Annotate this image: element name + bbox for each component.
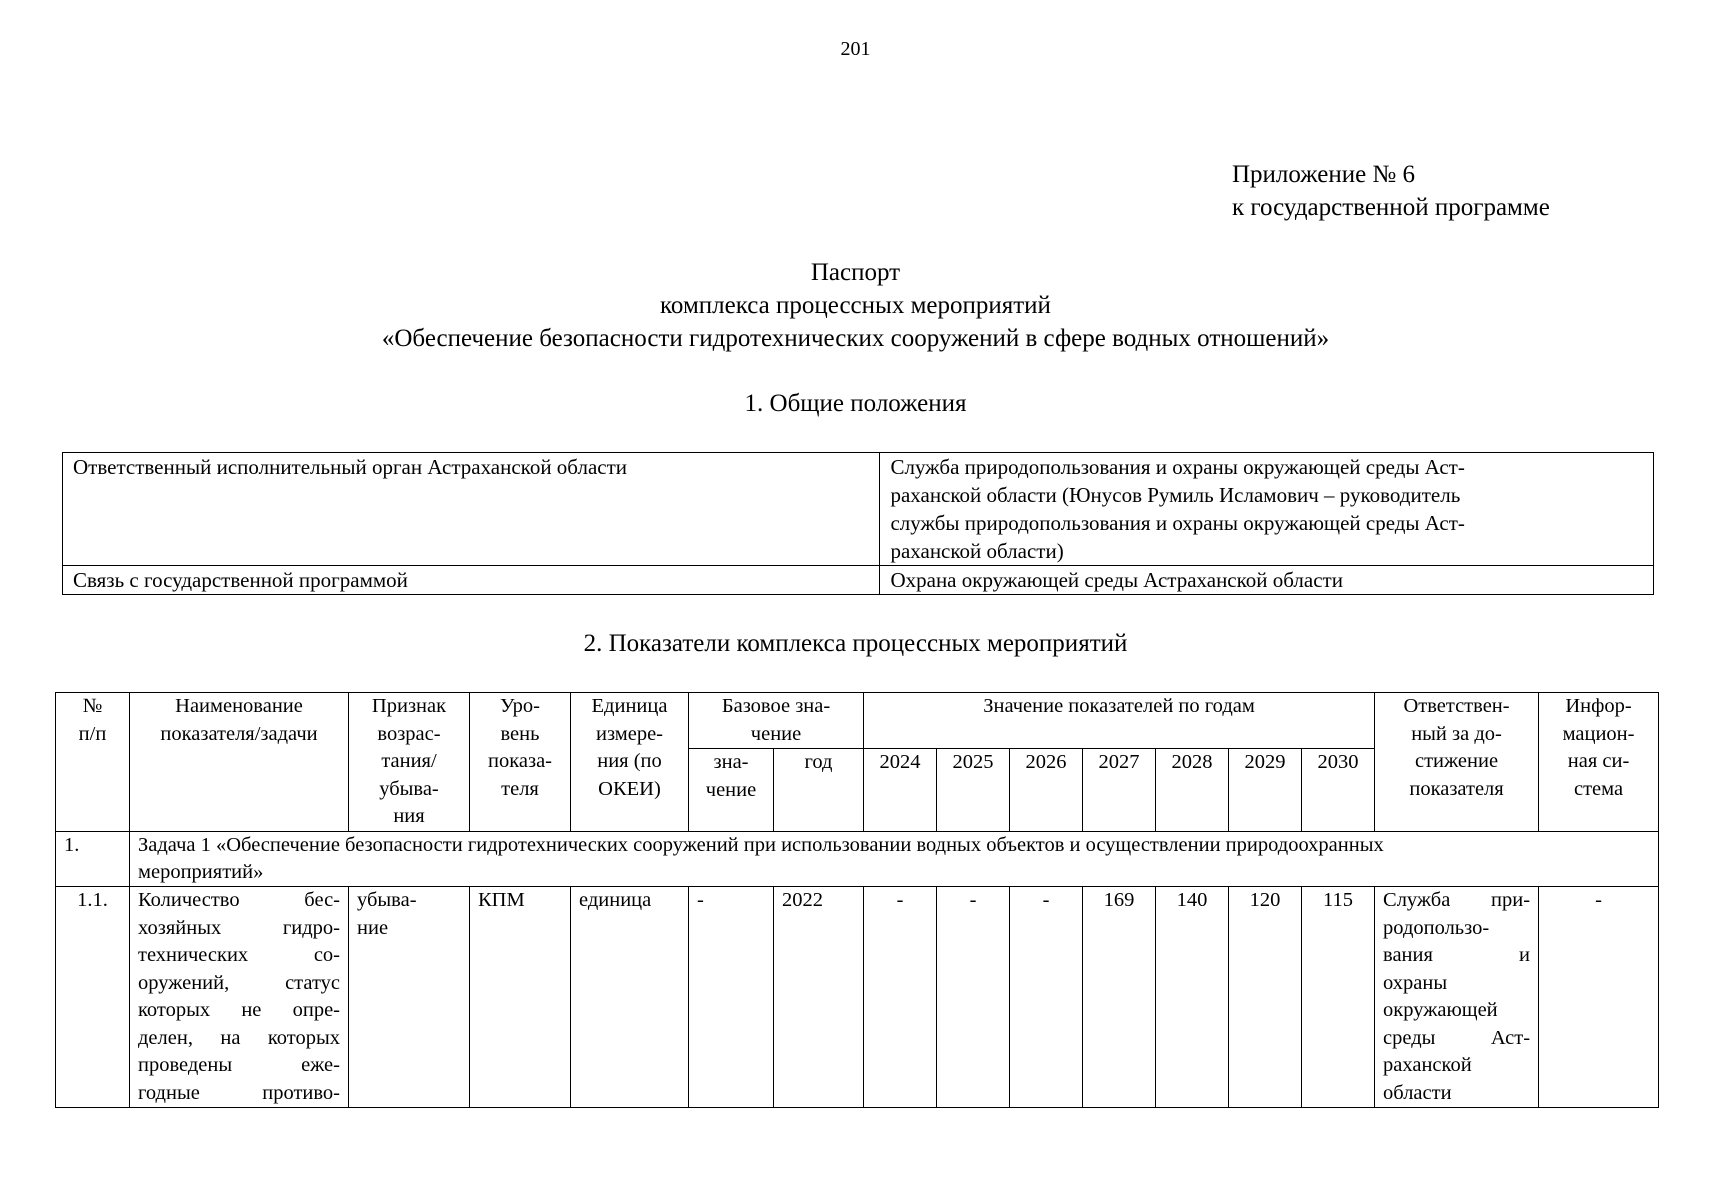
title-line: Паспорт bbox=[810, 259, 901, 286]
header-base-value bbox=[689, 749, 774, 832]
header-trend bbox=[349, 693, 470, 832]
trend-cell bbox=[349, 887, 470, 1108]
appendix-caption bbox=[1232, 158, 1550, 224]
task-num: 1. bbox=[56, 832, 130, 887]
text-line: вания и bbox=[1383, 944, 1531, 966]
header-line: Единица bbox=[591, 695, 668, 717]
year-value-cell: - bbox=[864, 887, 937, 1108]
text-line: охраны bbox=[1383, 971, 1448, 994]
header-line: показа- bbox=[488, 750, 552, 772]
header-line: Базовое зна- bbox=[721, 695, 831, 717]
text-line: окружающей bbox=[1383, 999, 1498, 1021]
text-line: среды Аст- bbox=[1383, 1026, 1531, 1049]
text-line: Служба природопользования и охраны окружающей среды Аст- bbox=[890, 455, 1465, 479]
header-row bbox=[56, 693, 1659, 749]
base-value-cell: - bbox=[689, 887, 774, 1108]
indicator-name bbox=[130, 887, 349, 1108]
header-line: мацион- bbox=[1562, 722, 1635, 745]
info-system-cell: - bbox=[1539, 887, 1659, 1108]
text-line: родопользо- bbox=[1383, 916, 1490, 939]
title-line: «Обеспечение безопасности гидротехнических сооружений в сфере водных отношений» bbox=[381, 325, 1330, 352]
table-row bbox=[63, 453, 1654, 566]
header-line: ная си- bbox=[1567, 750, 1630, 772]
header-line: ный за до- bbox=[1411, 722, 1502, 745]
text-line: мероприятий» bbox=[138, 861, 264, 883]
text-line: службы природопользования и охраны окружающей среды Аст- bbox=[890, 511, 1465, 535]
year-value-cell: - bbox=[1010, 887, 1083, 1108]
header-line: измере- bbox=[595, 722, 664, 745]
text-line: раханской области (Юнусов Румиль Исламович – руководитель bbox=[890, 483, 1461, 507]
year-value-cell: 115 bbox=[1302, 887, 1375, 1108]
header-line: Инфор- bbox=[1565, 695, 1632, 717]
indicators-table bbox=[55, 692, 1659, 1108]
header-line: зна- bbox=[713, 751, 749, 773]
section-heading-indicators: 2. Показатели комплекса процессных мероприятий bbox=[583, 630, 1128, 657]
year-value-cell: - bbox=[937, 887, 1010, 1108]
header-line: чение bbox=[750, 722, 802, 745]
header-line: показателя/задачи bbox=[160, 722, 318, 745]
header-level bbox=[470, 693, 571, 832]
text-line: убыва- bbox=[357, 889, 417, 911]
header-line: Уро- bbox=[499, 695, 541, 717]
section-heading-general: 1. Общие положения bbox=[744, 390, 967, 417]
table-row bbox=[63, 566, 1654, 595]
header-line: Признак bbox=[371, 695, 447, 717]
year-value-cell: 169 bbox=[1083, 887, 1156, 1108]
header-line: Наименование bbox=[175, 695, 303, 717]
document-title bbox=[0, 256, 1711, 355]
header-responsible bbox=[1375, 693, 1539, 832]
header-line: показателя bbox=[1409, 777, 1504, 800]
text-line: Задача 1 «Обеспечение безопасности гидротехнических сооружений при использовании водных объектов и осуществлении природоохранных bbox=[138, 834, 1384, 856]
header-line: чение bbox=[705, 778, 757, 801]
page-number: 201 bbox=[840, 38, 871, 60]
header-year: 2026 bbox=[1010, 749, 1083, 832]
header-year: 2025 bbox=[937, 749, 1010, 832]
header-line: убыва- bbox=[379, 777, 439, 800]
title-line: комплекса процессных мероприятий bbox=[660, 292, 1051, 319]
header-year: 2027 bbox=[1083, 749, 1156, 832]
text-line: раханской bbox=[1383, 1054, 1472, 1076]
header-line: тания/ bbox=[381, 750, 437, 772]
header-line: Значение показателей по годам bbox=[983, 695, 1255, 717]
header-line: возрас- bbox=[377, 722, 441, 745]
header-years-group bbox=[864, 693, 1375, 749]
header-line: № bbox=[82, 695, 103, 717]
text-line: раханской области) bbox=[890, 539, 1064, 563]
header-line: п/п bbox=[78, 722, 107, 745]
text-line: проведены еже- bbox=[138, 1054, 340, 1076]
text-line: технических со- bbox=[138, 944, 340, 966]
appendix-line: Приложение № 6 bbox=[1232, 161, 1416, 188]
text-line: годные противо- bbox=[138, 1081, 340, 1104]
header-line: теля bbox=[501, 777, 539, 800]
text-line: делен, на которых bbox=[138, 1026, 340, 1049]
general-provisions-table bbox=[62, 452, 1654, 595]
header-line: вень bbox=[500, 722, 540, 745]
text-line: ние bbox=[357, 916, 389, 939]
header-year: 2029 bbox=[1229, 749, 1302, 832]
header-line: Ответствен- bbox=[1403, 695, 1510, 717]
table-row bbox=[56, 887, 1659, 1108]
responsible-cell bbox=[1375, 887, 1539, 1108]
row-value bbox=[880, 566, 1654, 595]
text-line: Охрана окружающей среды Астраханской области bbox=[890, 568, 1343, 592]
text-line: Служба при- bbox=[1383, 889, 1531, 911]
task-row bbox=[56, 832, 1659, 887]
header-line: стема bbox=[1573, 777, 1624, 800]
header-base bbox=[689, 693, 864, 749]
appendix-line: к государственной программе bbox=[1232, 194, 1550, 221]
row-num: 1.1. bbox=[56, 887, 130, 1108]
year-value-cell: 140 bbox=[1156, 887, 1229, 1108]
text-line: оружений, статус bbox=[138, 971, 340, 994]
header-unit bbox=[571, 693, 689, 832]
base-year-cell: 2022 bbox=[774, 887, 864, 1108]
header-info-system bbox=[1539, 693, 1659, 832]
row-value bbox=[880, 453, 1654, 566]
year-value-cell: 120 bbox=[1229, 887, 1302, 1108]
header-year: 2028 bbox=[1156, 749, 1229, 832]
task-title bbox=[130, 832, 1659, 887]
text-line: хозяйных гидро- bbox=[138, 916, 340, 939]
header-line: стижение bbox=[1415, 750, 1499, 772]
header-year: 2030 bbox=[1302, 749, 1375, 832]
header-line: ния (по bbox=[597, 750, 662, 772]
header-year: 2024 bbox=[864, 749, 937, 832]
header-base-year: год bbox=[774, 749, 864, 832]
header-name bbox=[130, 693, 349, 832]
text-line: области bbox=[1383, 1081, 1452, 1104]
header-line: ОКЕИ) bbox=[598, 777, 661, 800]
header-num bbox=[56, 693, 130, 832]
row-label: Ответственный исполнительный орган Астраханской области bbox=[63, 453, 880, 566]
text-line: Количество бес- bbox=[138, 889, 340, 911]
text-line: которых не опре- bbox=[138, 999, 340, 1021]
level-cell: КПМ bbox=[470, 887, 571, 1108]
unit-cell: единица bbox=[571, 887, 689, 1108]
header-line: ния bbox=[393, 805, 425, 827]
row-label: Связь с государственной программой bbox=[63, 566, 880, 595]
